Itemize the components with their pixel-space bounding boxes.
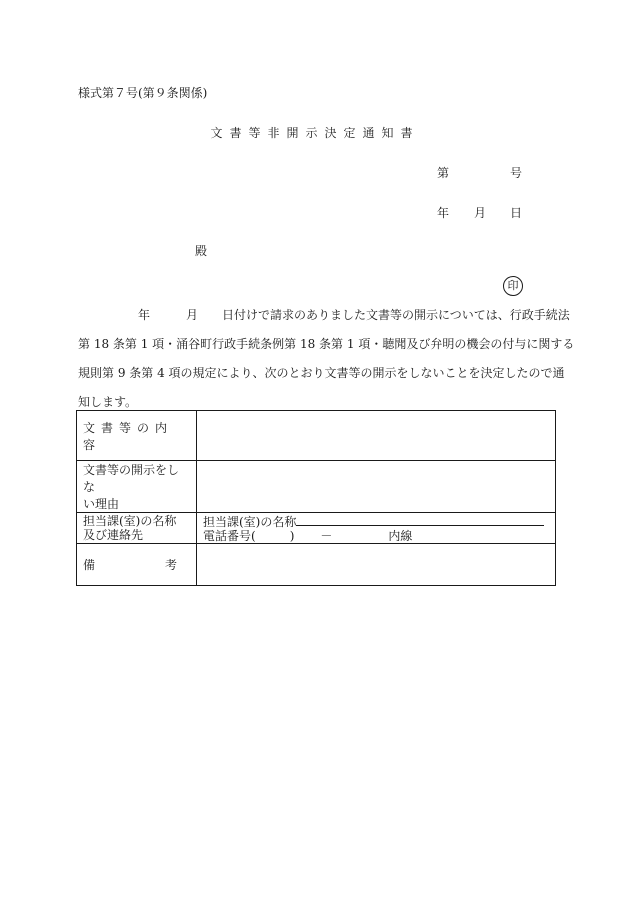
number-suffix: 号 (510, 166, 523, 180)
label-reason-line-1: 文書等の開示をしな (83, 463, 180, 494)
table-row-reason (77, 461, 556, 513)
date-year: 年 (437, 206, 450, 220)
section-name-label: 担当課(室)の名称 (203, 514, 297, 529)
phone-label: 電話番号( (203, 528, 256, 543)
label-contact (77, 513, 197, 544)
body-line-2: 第 18 条第 1 項・涌谷町行政手続条例第 18 条第 1 項・聴聞及び弁明の機会の付与に関する (78, 337, 575, 351)
value-contact (197, 513, 556, 544)
date-day: 日 (510, 206, 523, 220)
number-prefix: 第 (437, 166, 450, 180)
phone-close-paren: ) (289, 528, 295, 543)
label-reason-line-2: い理由 (83, 497, 120, 511)
table-row-contact (77, 513, 556, 544)
addressee-suffix: 殿 (195, 244, 208, 258)
seal-mark: 印 (503, 276, 523, 296)
notice-body (78, 301, 575, 417)
value-reason (197, 461, 556, 513)
body-line-1-rest: 日付けで請求のありました文書等の開示については、行政手続法 (222, 308, 570, 322)
label-contact-line-1: 担当課(室)の名称 (83, 514, 177, 528)
table-row-document-content (77, 411, 556, 461)
section-name-blank (296, 514, 544, 526)
body-line-1 (78, 301, 570, 330)
notice-details-table (76, 410, 556, 586)
date-month: 月 (474, 206, 487, 220)
value-document-content (197, 411, 556, 461)
table-row-remarks (77, 544, 556, 586)
body-line-3: 規則第 9 条第 4 項の規定により、次のとおり文書等の開示をしないことを決定したので通 (78, 366, 565, 380)
extension-label: 内線 (388, 528, 413, 543)
phone-line (203, 529, 549, 543)
label-contact-line-2: 及び連絡先 (83, 528, 144, 542)
form-number-label: 様式第７号(第９条関係) (78, 86, 208, 100)
phone-dash: － (320, 528, 333, 543)
label-document-content: 文書等の内容 (77, 411, 197, 461)
body-line-4: 知します。 (78, 395, 138, 409)
remarks-char-2: 考 (164, 558, 177, 572)
label-remarks (77, 544, 197, 586)
label-reason (77, 461, 197, 513)
remarks-char-1: 備 (83, 558, 96, 572)
body-date-year: 年 (138, 308, 151, 322)
body-date-month: 月 (186, 308, 199, 322)
section-name-line (203, 514, 549, 529)
document-title: 文書等非開示決定通知書 (210, 126, 420, 140)
value-remarks (197, 544, 556, 586)
